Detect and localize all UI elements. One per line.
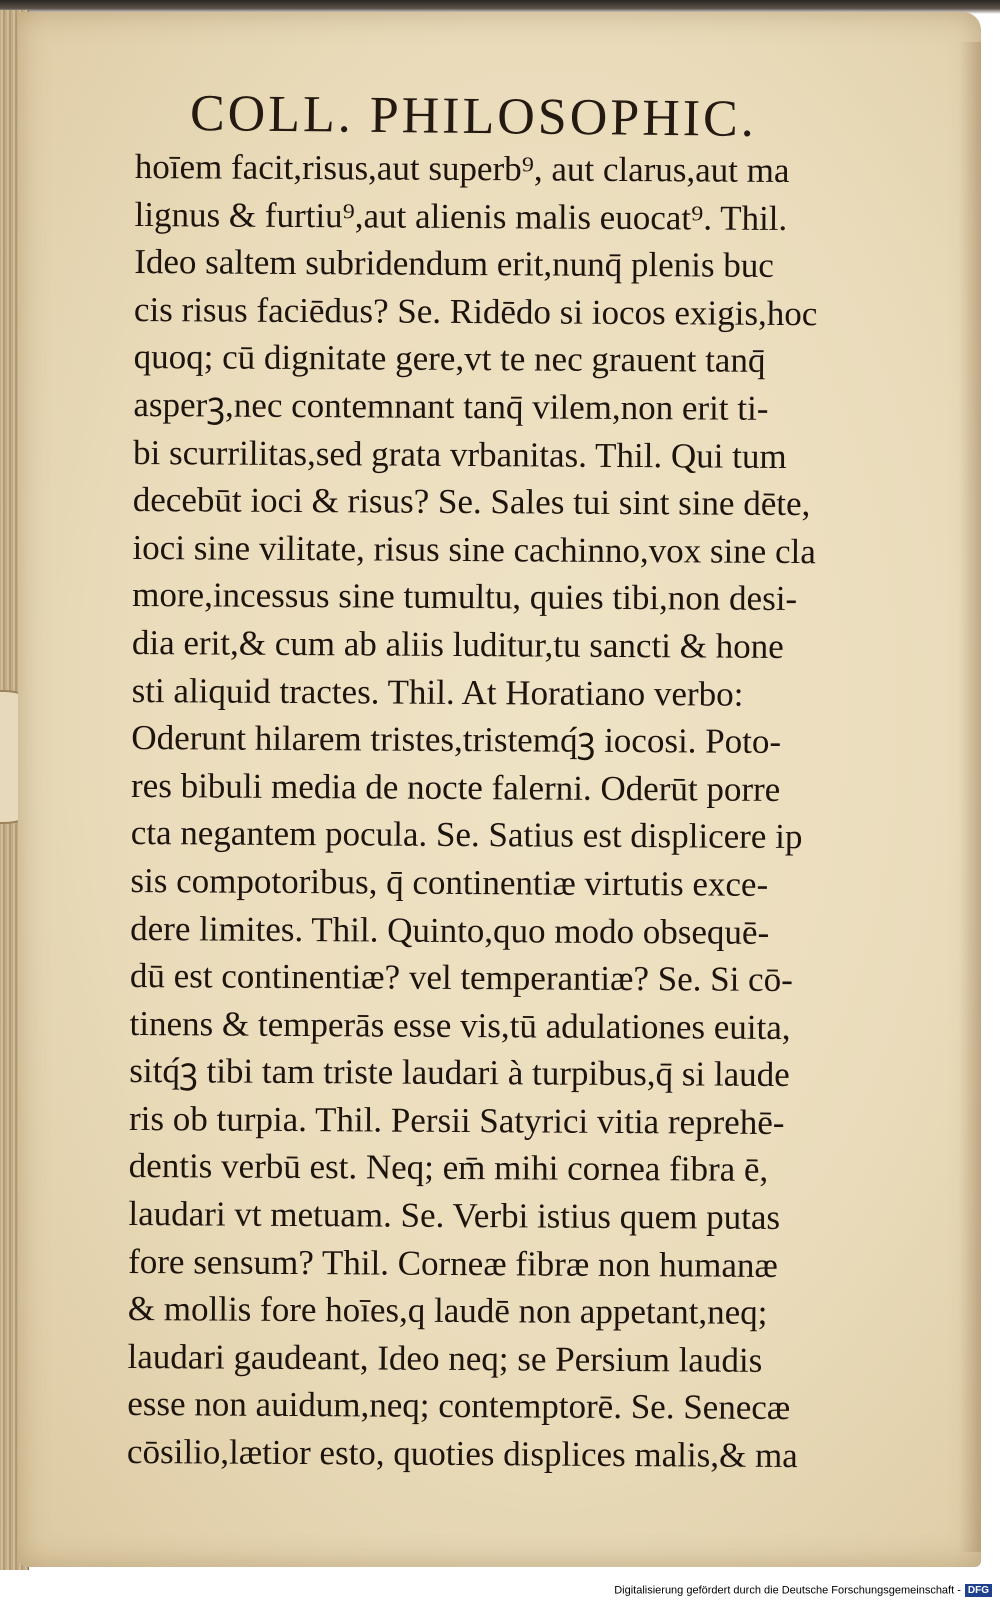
text-line: sis compotoribus, q̄ continentiæ virtutis exce-	[130, 860, 769, 904]
text-block	[127, 143, 935, 1480]
text-line: dia erit,& cum ab aliis luditur,tu sancti & hone	[131, 622, 784, 666]
text-line: fore sensum? Thil. Corneæ fibræ non humanæ	[128, 1241, 778, 1285]
footer-credit-text: Digitalisierung gefördert durch die Deutsche Forschungsgemeinschaft -	[614, 1584, 961, 1597]
text-line: tinens & temperās esse vis,tū adulationes euita,	[129, 1003, 791, 1047]
text-line: lignus & furtiu⁹,aut alienis malis euocat⁹. Thil.	[134, 194, 788, 238]
text-line: dere limites. Thil. Quinto,quo modo obsequē-	[130, 908, 770, 952]
text-line: res bibuli media de nocte falerni. Oderūt porre	[130, 765, 781, 809]
text-line: laudari gaudeant, Ideo neq; se Persium laudis	[127, 1336, 763, 1380]
text-line: cta negantem pocula. Se. Satius est displicere ip	[130, 813, 803, 857]
text-line: quoq; cū dignitate gere,vt te nec grauent tanq̄	[133, 337, 766, 381]
text-line: decebūt ioci & risus? Se. Sales tui sint sine dēte,	[132, 480, 811, 524]
text-line: dū est continentiæ? vel temperantiæ? Se. Si cō-	[129, 956, 793, 1000]
dfg-logo-icon: DFG	[965, 1584, 992, 1597]
text-line: asperꝫ,nec contemnant tanq̄ vilem,non erit ti-	[133, 384, 769, 428]
footer-credit	[614, 1584, 992, 1597]
text-line: Ideo saltem subridendum erit,nunq̄ plenis buc	[134, 242, 774, 286]
text-line: laudari vt metuam. Se. Verbi istius quem putas	[128, 1194, 781, 1238]
text-line: Oderunt hilarem tristes,tristemq́ꝫ iocosi. Poto-	[131, 718, 782, 762]
text-line: cōsilio,lætior esto, quoties displices malis,& ma	[126, 1432, 798, 1476]
text-line: ris ob turpia. Thil. Persii Satyrici vitia reprehē-	[128, 1098, 785, 1142]
text-line: & mollis fore hoīes,q laudē non appetant,neq;	[127, 1289, 768, 1333]
text-line: ioci sine vilitate, risus sine cachinno,vox sine cla	[132, 527, 816, 571]
page-gutter-shadow	[959, 42, 981, 1552]
text-line: bi scurrilitas,sed grata vrbanitas. Thil. Qui tum	[132, 432, 787, 476]
text-line: hoīem facit,risus,aut superb⁹, aut clarus,aut ma	[134, 146, 790, 190]
text-line: sti aliquid tractes. Thil. At Horatiano verbo:	[131, 670, 744, 714]
text-line: dentis verbū est. Neq; em̄ mihi cornea fibra ē,	[128, 1146, 769, 1190]
text-line: sitq́ꝫ tibi tam triste laudari à turpibus,q̄ si laude	[129, 1051, 790, 1095]
text-line: more,incessus sine tumultu, quies tibi,non desi-	[132, 575, 798, 619]
running-head: COLL. PHILOSOPHIC.	[189, 85, 758, 148]
text-line: cis risus faciēdus? Se. Ridēdo si iocos exigis,hoc	[133, 289, 818, 333]
text-line: esse non auidum,neq; contemptorē. Se. Senecæ	[127, 1384, 791, 1428]
